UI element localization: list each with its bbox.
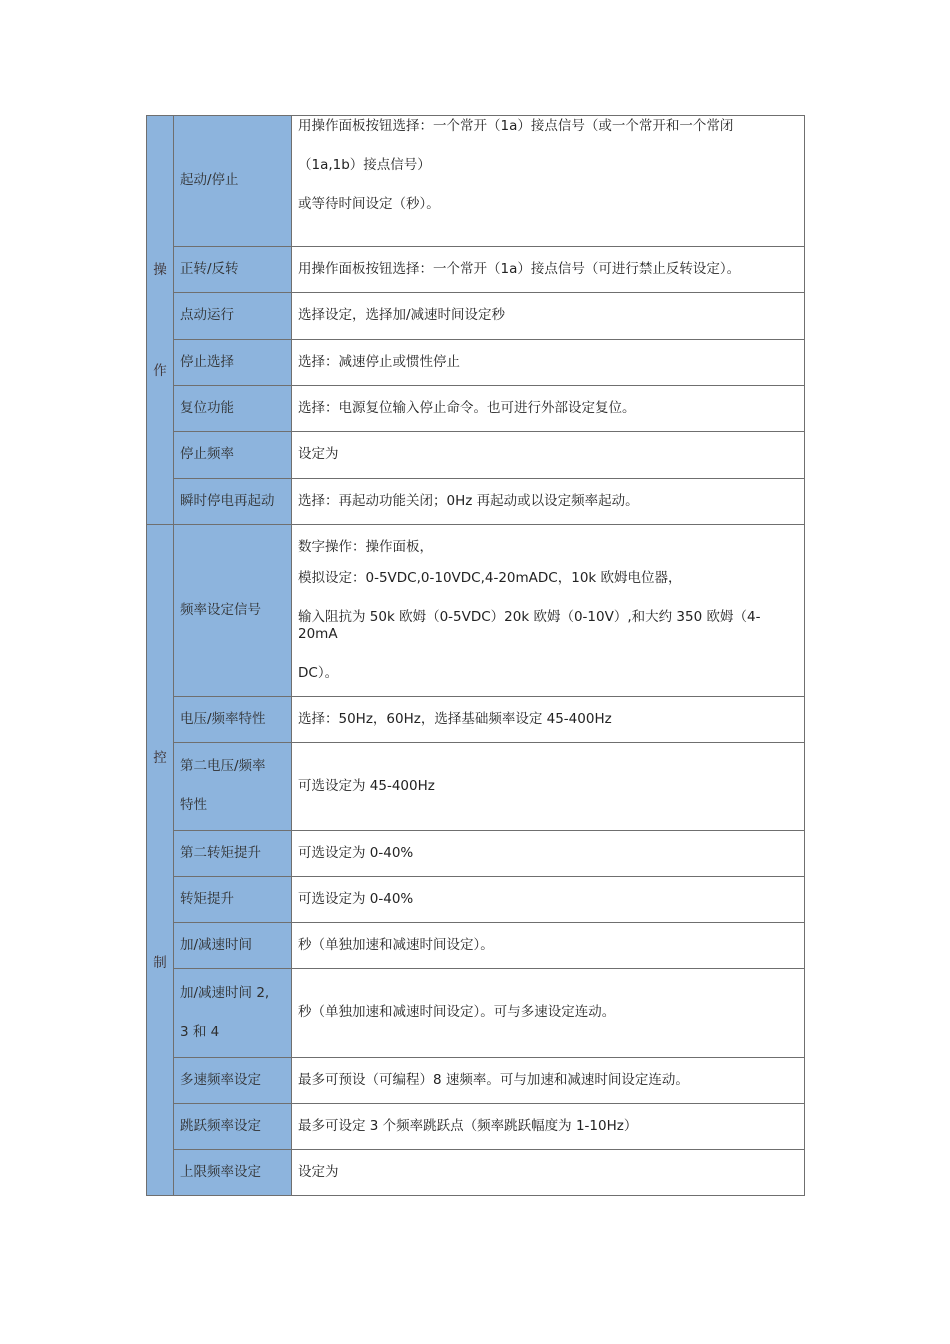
- group-operation: [147, 116, 174, 525]
- table-row: [147, 742, 805, 830]
- table-row: [147, 923, 805, 969]
- row-desc: 秒（单独加速和减速时间设定）。: [292, 923, 805, 969]
- table-row: [147, 478, 805, 524]
- table-row: [147, 385, 805, 431]
- table-row: [147, 293, 805, 339]
- row-label: 起动/停止: [174, 116, 292, 247]
- row-desc: 秒（单独加速和减速时间设定）。可与多速设定连动。: [292, 969, 805, 1057]
- group-char: 制: [153, 955, 167, 971]
- row-desc: 用操作面板按钮选择：一个常开（1a）接点信号（可进行禁止反转设定）。: [292, 246, 805, 292]
- table-row: [147, 116, 805, 247]
- table-row: [147, 1149, 805, 1195]
- row-desc: 选择设定，选择加/减速时间设定秒: [292, 293, 805, 339]
- row-desc: 最多可设定 3 个频率跳跃点（频率跳跃幅度为 1-10Hz）: [292, 1103, 805, 1149]
- table-row: [147, 877, 805, 923]
- row-desc: 选择：电源复位输入停止命令。也可进行外部设定复位。: [292, 385, 805, 431]
- row-desc: 可选设定为 0-40%: [292, 830, 805, 876]
- row-label: 加/减速时间 2, 3 和 4: [174, 969, 292, 1057]
- table-row: [147, 525, 805, 697]
- table-row: [147, 339, 805, 385]
- row-label: 复位功能: [174, 385, 292, 431]
- row-label: 停止频率: [174, 432, 292, 478]
- row-desc: 用操作面板按钮选择：一个常开（1a）接点信号（或一个常开和一个常闭 （1a,1b）接点信号） 或等待时间设定（秒）。: [292, 116, 805, 247]
- group-char: 控: [153, 750, 167, 766]
- table-row: [147, 432, 805, 478]
- row-label: 上限频率设定: [174, 1149, 292, 1195]
- row-label: 转矩提升: [174, 877, 292, 923]
- row-desc: 数字操作：操作面板， 模拟设定：0-5VDC,0-10VDC,4-20mADC，10k 欧姆电位器， 输入阻抗为 50k 欧姆（0-5VDC）20k 欧姆（0-10V）,和大约 350 欧姆（4-20mA DC）。: [292, 525, 805, 697]
- table-row: [147, 696, 805, 742]
- row-label: 停止选择: [174, 339, 292, 385]
- row-desc: 设定为: [292, 432, 805, 478]
- table-row: [147, 1057, 805, 1103]
- row-desc: 最多可预设（可编程）8 速频率。可与加速和减速时间设定连动。: [292, 1057, 805, 1103]
- row-desc: 选择：减速停止或惯性停止: [292, 339, 805, 385]
- spec-table: [146, 115, 805, 1196]
- group-char: 作: [153, 363, 167, 379]
- group-char: 操: [153, 262, 167, 278]
- row-label: 第二转矩提升: [174, 830, 292, 876]
- row-label: 电压/频率特性: [174, 696, 292, 742]
- row-desc: 可选设定为 45-400Hz: [292, 742, 805, 830]
- row-desc: 选择：再起动功能关闭；0Hz 再起动或以设定频率起动。: [292, 478, 805, 524]
- row-label: 跳跃频率设定: [174, 1103, 292, 1149]
- row-desc: 选择：50Hz，60Hz，选择基础频率设定 45-400Hz: [292, 696, 805, 742]
- group-control: [147, 525, 174, 1196]
- table-row: [147, 1103, 805, 1149]
- row-desc: 设定为: [292, 1149, 805, 1195]
- table-row: [147, 246, 805, 292]
- table-row: [147, 830, 805, 876]
- table-row: [147, 969, 805, 1057]
- row-label: 点动运行: [174, 293, 292, 339]
- row-label: 频率设定信号: [174, 525, 292, 697]
- row-label: 加/减速时间: [174, 923, 292, 969]
- row-label: 第二电压/频率 特性: [174, 742, 292, 830]
- row-label: 瞬时停电再起动: [174, 478, 292, 524]
- row-label: 多速频率设定: [174, 1057, 292, 1103]
- row-label: 正转/反转: [174, 246, 292, 292]
- row-desc: 可选设定为 0-40%: [292, 877, 805, 923]
